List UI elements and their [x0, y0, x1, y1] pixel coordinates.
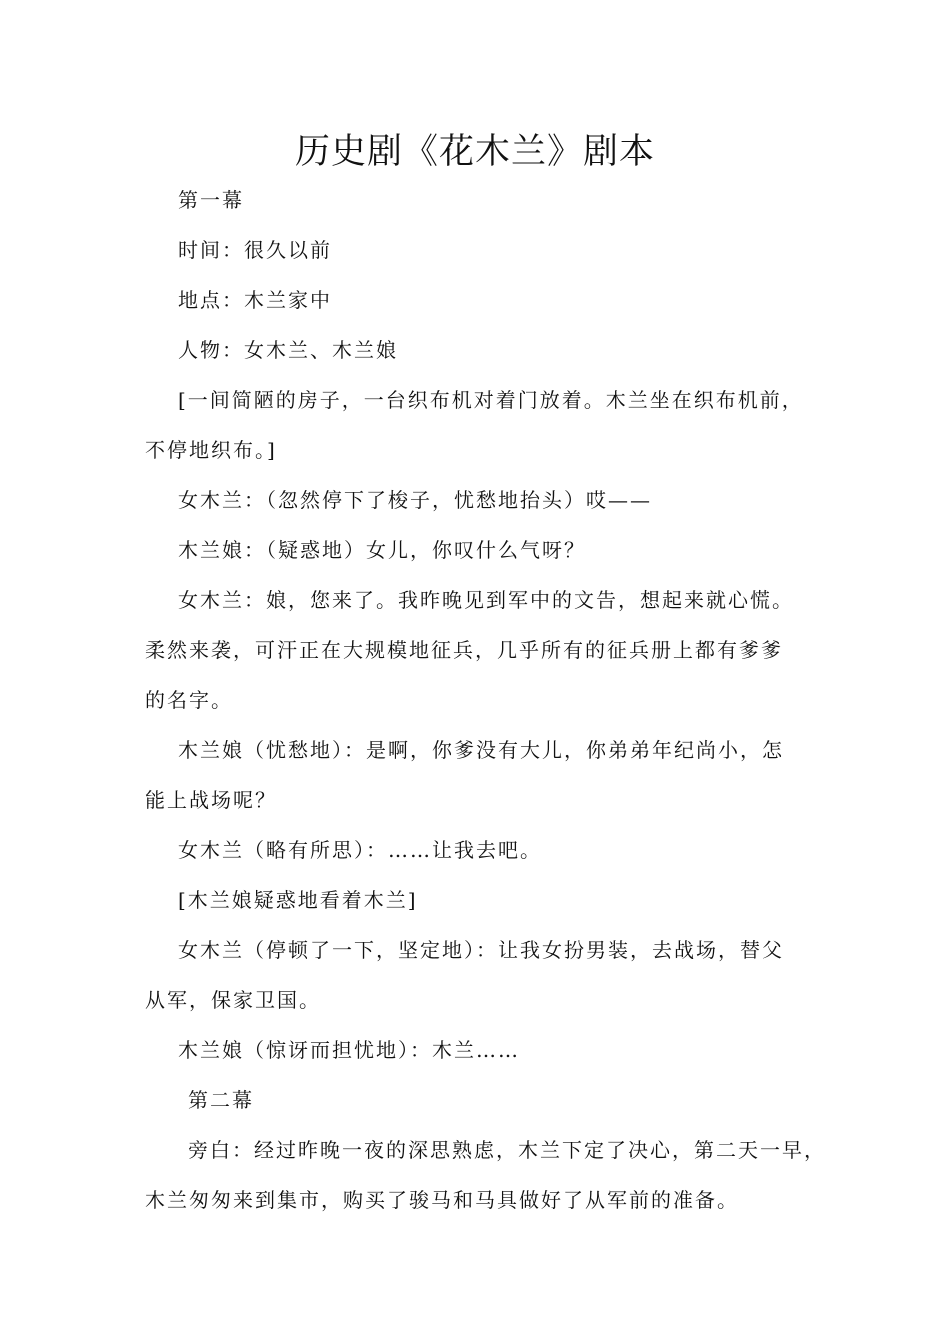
dialogue-continuation: 能上战场呢？	[145, 788, 277, 812]
stage-direction-line: [木兰娘疑惑地看着木兰]	[178, 888, 418, 912]
stage-direction-continuation: 不停地织布。]	[145, 438, 277, 462]
dialogue-line: 女木兰（停顿了一下，坚定地）：让我女扮男装，去战场，替父	[178, 938, 784, 962]
act-one-heading: 第一幕	[178, 188, 244, 212]
act-two-heading: 第二幕	[188, 1088, 254, 1112]
dialogue-line: 木兰娘（忧愁地）：是啊，你爹没有大儿，你弟弟年纪尚小，怎	[178, 738, 784, 762]
dialogue-line: 女木兰：（忽然停下了梭子，忧愁地抬头）哎——	[178, 488, 652, 512]
characters-line: 人物：女木兰、木兰娘	[178, 338, 398, 362]
time-line: 时间：很久以前	[178, 238, 332, 262]
dialogue-line: 木兰娘（惊讶而担忧地）：木兰……	[178, 1038, 520, 1062]
document-title: 历史剧《花木兰》剧本	[294, 132, 655, 172]
dialogue-line: 女木兰（略有所思）：……让我去吧。	[178, 838, 542, 862]
dialogue-line: 木兰娘：（疑惑地）女儿，你叹什么气呀？	[178, 538, 586, 562]
stage-direction-line: [一间简陋的房子，一台织布机对着门放着。木兰坐在织布机前，	[178, 388, 804, 412]
place-line: 地点：木兰家中	[178, 288, 332, 312]
narration-continuation: 木兰匆匆来到集市，购买了骏马和马具做好了从军前的准备。	[145, 1188, 739, 1212]
narration-line: 旁白：经过昨晚一夜的深思熟虑，木兰下定了决心，第二天一早，	[188, 1138, 826, 1162]
dialogue-continuation: 柔然来袭，可汗正在大规模地征兵，几乎所有的征兵册上都有爹爹	[145, 638, 783, 662]
dialogue-line: 女木兰：娘，您来了。我昨晚见到军中的文告，想起来就心慌。	[178, 588, 794, 612]
dialogue-continuation: 的名字。	[145, 688, 233, 712]
dialogue-continuation: 从军，保家卫国。	[145, 988, 321, 1012]
